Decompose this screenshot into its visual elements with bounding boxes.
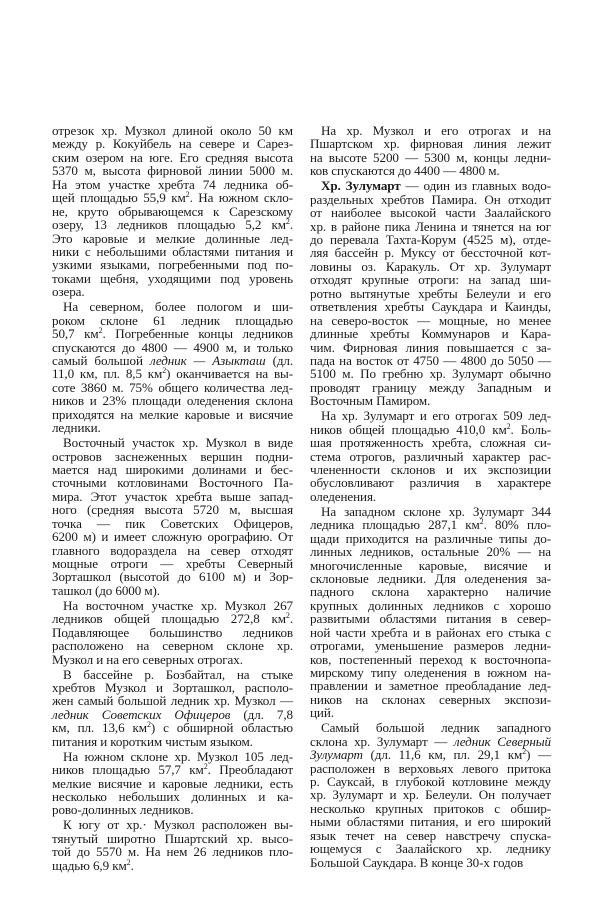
text-line: приходятся на мелкие каровые и висячие xyxy=(52,406,293,422)
text-line: ников площадью 57,7 $км^2$. Преобладают xyxy=(52,762,293,778)
text-line: хребтов Музкол и Зорташкол, располо- xyxy=(52,679,293,695)
text-line: мается над широкими долинами и бес- xyxy=(52,461,293,477)
text-line: шая протяженность хребта, сложная си- xyxy=(310,435,551,451)
text-line: не, круто обрывающемся к Сарезскому xyxy=(52,203,293,219)
text-line: 5370 м, высота фирновой линии 5000 м. xyxy=(52,163,293,179)
text-line: ответвления хребты Саукдара и Каинды, xyxy=(310,299,551,315)
text-line: несколько небольших долинных и ка- xyxy=(52,788,293,804)
paragraph xyxy=(310,179,551,407)
text-line: тянутый широтно Пшартский хр. высо- xyxy=(52,830,293,846)
text-line: Зорташкол (высотой до 6100 м) и Зор- xyxy=(52,569,293,585)
paragraph xyxy=(310,124,551,178)
paragraph xyxy=(52,124,293,299)
text-line: ников общей площадью 410,0 $км^2$. Боль- xyxy=(310,421,551,437)
text-line: ледник Советских Офицеров (дл. 7,8 xyxy=(52,706,293,722)
text-line: точка — пик Советских Офицеров, xyxy=(52,515,293,531)
text-line: ников и 23% площади оледенения склона xyxy=(52,393,293,409)
text-line: ротно вытянутые хребты Белеули и его xyxy=(310,285,551,301)
right-column xyxy=(310,124,551,871)
text-line: пада на восток от 4750 — 4800 до 5050 — xyxy=(310,352,551,368)
text-line: мощные отроги — хребты Северный xyxy=(52,556,293,571)
text-line: Пшартском хр. фирновая линия лежит xyxy=(310,136,551,152)
text-line: обусловливают различия в характере xyxy=(310,475,551,491)
text-line: падного склона характерно наличие xyxy=(310,584,551,600)
text-line: токами щебня, уходящими под уровень xyxy=(52,270,293,286)
text-line: 6200 м) и имеет сложную орографию. От xyxy=(52,529,293,545)
text-line: На северном, более пологом и ши- xyxy=(63,299,293,315)
text-line: Восточный участок хр. Музкол в виде xyxy=(63,435,293,451)
text-line: жен самый большой ледник хр. Музкол — xyxy=(52,693,293,709)
text-line: На западном склоне хр. Зулумарт 344 xyxy=(321,503,551,519)
text-line: крупных долинных ледников с хорошо xyxy=(310,597,551,613)
text-line: ляя бассейн р. Муксу от бессточной кот- xyxy=(310,245,551,261)
text-line: раздельных хребтов Памира. Он отходит xyxy=(310,191,551,207)
text-line: озера. xyxy=(52,284,85,300)
text-line: несколько крупных притоков с обшир- xyxy=(310,800,551,816)
text-line: мелкие висячие и каровые ледники, есть xyxy=(52,775,293,791)
text-line: озеру, 13 ледников площадью 5,2 $км^2$. xyxy=(52,217,293,233)
text-line: хр. Зулумарт и хр. Белеули. Он получает xyxy=(310,787,551,803)
text-line: На хр. Музкол и его отрогах и на xyxy=(321,123,551,138)
paragraph xyxy=(310,721,551,869)
text-line: сточными котловинами Восточного Па- xyxy=(52,475,293,491)
text-line: стема отрогов, различный характер рас- xyxy=(310,448,551,464)
text-line: многочисленные каровые, висячие и xyxy=(310,557,551,573)
text-line: расположен в верховьях левого притока xyxy=(310,760,551,776)
text-line: На восточном участке хр. Музкол 267 xyxy=(63,597,293,613)
text-line: 5100 м. По гребню хр. Зулумарт обычно xyxy=(310,366,551,382)
text-line: на северо-восток — мощные, но менее xyxy=(310,312,551,328)
text-line: островов заснеженных вершин подни- xyxy=(52,448,293,464)
text-line: развитыми областями питания в север- xyxy=(310,611,551,627)
paragraph xyxy=(52,668,293,749)
text-line: Восточным Памиром. xyxy=(310,393,431,409)
text-line: от наиболее высокой части Заалайского xyxy=(310,205,551,221)
text-line: главного водораздела на север отходят xyxy=(52,542,293,558)
text-line: самый большой ледник — Азыкташ (дл. xyxy=(52,352,294,368)
text-line: члененности склонов и их экспозиции xyxy=(310,461,551,477)
paragraph xyxy=(52,750,293,817)
text-line: На южном склоне хр. Музкол 105 лед- xyxy=(63,748,293,764)
text-line: ными областями питания, и его широкий xyxy=(310,814,551,830)
text-line: той до 5570 м. На нем 26 ледников пло- xyxy=(52,844,293,860)
text-line: правлении и заметное преобладание лед- xyxy=(310,678,551,694)
text-line: оледенения. xyxy=(310,488,377,504)
paragraph xyxy=(52,818,293,872)
text-line: ций. xyxy=(310,705,334,721)
text-line: отходят крупные отроги: на запад ши- xyxy=(310,272,551,288)
text-line: питания и коротким чистым языком. xyxy=(52,733,253,749)
text-line: отрезок хр. Музкол длиной около 50 км xyxy=(52,123,293,138)
text-line: км, пл. 13,6 $км^2$) с обширной областью xyxy=(52,720,293,736)
text-line: рово-долинных ледников. xyxy=(52,802,194,818)
text-line: расположено на северном склоне хр. xyxy=(52,638,293,654)
text-line: р. Сауксай, в глубокой котловине между xyxy=(310,774,551,789)
text-line: ловины оз. Каракуль. От хр. Зулумарт xyxy=(310,258,551,274)
text-line: 11,0 км, пл. 8,5 $км^2$) оканчивается на вы- xyxy=(52,366,293,382)
bold-heading: Хр. Зулумарт xyxy=(321,178,401,194)
text-line: соте 3860 м. 75% общего количества лед- xyxy=(52,379,293,395)
text-line: ной части хребта и в районах его стыка с xyxy=(310,624,551,640)
text-line: роком склоне 61 ледник площадью xyxy=(52,312,293,328)
text-line: Самый большой ледник западного xyxy=(321,720,551,736)
text-line: язык течет на север навстречу спуска- xyxy=(310,827,551,843)
text-line: Зулумарт (дл. 11,6 км, пл. 29,1 $км^2$) — xyxy=(310,747,551,763)
paragraph xyxy=(310,505,551,720)
text-line: Музкол и на его северных отрогах. xyxy=(52,651,243,667)
text-line: проводят границу между Западным и xyxy=(310,379,551,395)
text-run: — один из главных водо- xyxy=(400,178,551,194)
text-line: Большой Саукдара. В конце 30-х годов xyxy=(310,854,524,870)
text-line: ного (средняя высота 5720 м, высшая xyxy=(52,502,293,518)
text-line: узкими языками, погребенными под по- xyxy=(52,257,293,273)
text-line: ледника площадью 287,1 $км^2$. 80% пло- xyxy=(310,517,551,533)
text-line: щей площадью 55,9 $км^2$. На южном скло- xyxy=(52,190,294,206)
text-line: щадью 6,9 $км^2$. xyxy=(52,857,134,873)
text-line: до перевала Тахта-Корум (4525 м), отде- xyxy=(310,232,551,247)
text-line: 50,7 $км^2$. Погребенные концы ледников xyxy=(52,326,294,342)
left-column xyxy=(52,124,293,874)
text-line: ледники. xyxy=(52,420,101,436)
text-line: ков спускаются до 4400 — 4800 м. xyxy=(310,163,500,179)
text-line: отрогами, уменьшение размеров ледни- xyxy=(310,638,551,654)
text-line: на высоте 5200 — 5300 м, концы ледни- xyxy=(310,149,551,165)
text-line: На хр. Зулумарт и его отрогах 509 лед- xyxy=(321,408,551,424)
text-line: мира. Этот участок хребта выше запад- xyxy=(52,488,293,504)
text-line: ющемуся с Заалайского хр. леднику xyxy=(310,841,551,857)
text-line: ков, постепенный переход к восточнопа- xyxy=(310,651,551,667)
text-line: чим. Фирновая линия повышается с за- xyxy=(310,339,551,355)
text-line: спускаются до 4800 — 4900 м, и только xyxy=(52,339,293,355)
text-line: линных ледников, остальные 20% — на xyxy=(310,544,551,560)
paragraph xyxy=(310,409,551,503)
text-line: склона хр. Зулумарт — ледник Северный xyxy=(310,733,551,749)
text-line: На этом участке хребта 74 ледника об- xyxy=(52,176,293,192)
text-line: мирскому типу оледенения в южном на- xyxy=(310,665,551,680)
text-line: ники с небольшими областями питания и xyxy=(52,243,293,259)
text-line: В бассейне р. Бозбайтал, на стыке xyxy=(63,666,293,682)
text-line: Это каровые и мелкие долинные лед- xyxy=(52,230,293,246)
text-line: щади приходится на различные типы до- xyxy=(310,530,551,546)
text-line xyxy=(310,179,551,192)
text-line: ледников общей площадью 272,8 $км^2$. xyxy=(52,611,293,627)
text-line: ников на склонах северных экспози- xyxy=(310,691,551,707)
text-line: хр. в районе пика Ленина и тянется на юг xyxy=(310,218,551,234)
text-line: К югу от хр.· Музкол расположен вы- xyxy=(63,817,293,833)
text-line: склоновые ледники. Для оледенения за- xyxy=(310,570,551,586)
text-line: ташкол (до 6000 м). xyxy=(52,582,160,598)
paragraph xyxy=(52,300,293,434)
text-line: Подавляющее большинство ледников xyxy=(52,624,293,640)
text-line: ским озером на юге. Его средняя высота xyxy=(52,149,293,165)
paragraph xyxy=(52,599,293,666)
text-line: между р. Кокуйбель на севере и Сарез- xyxy=(52,136,293,152)
paragraph xyxy=(52,436,293,597)
text-line: длинные хребты Коммунаров и Кара- xyxy=(310,326,551,342)
